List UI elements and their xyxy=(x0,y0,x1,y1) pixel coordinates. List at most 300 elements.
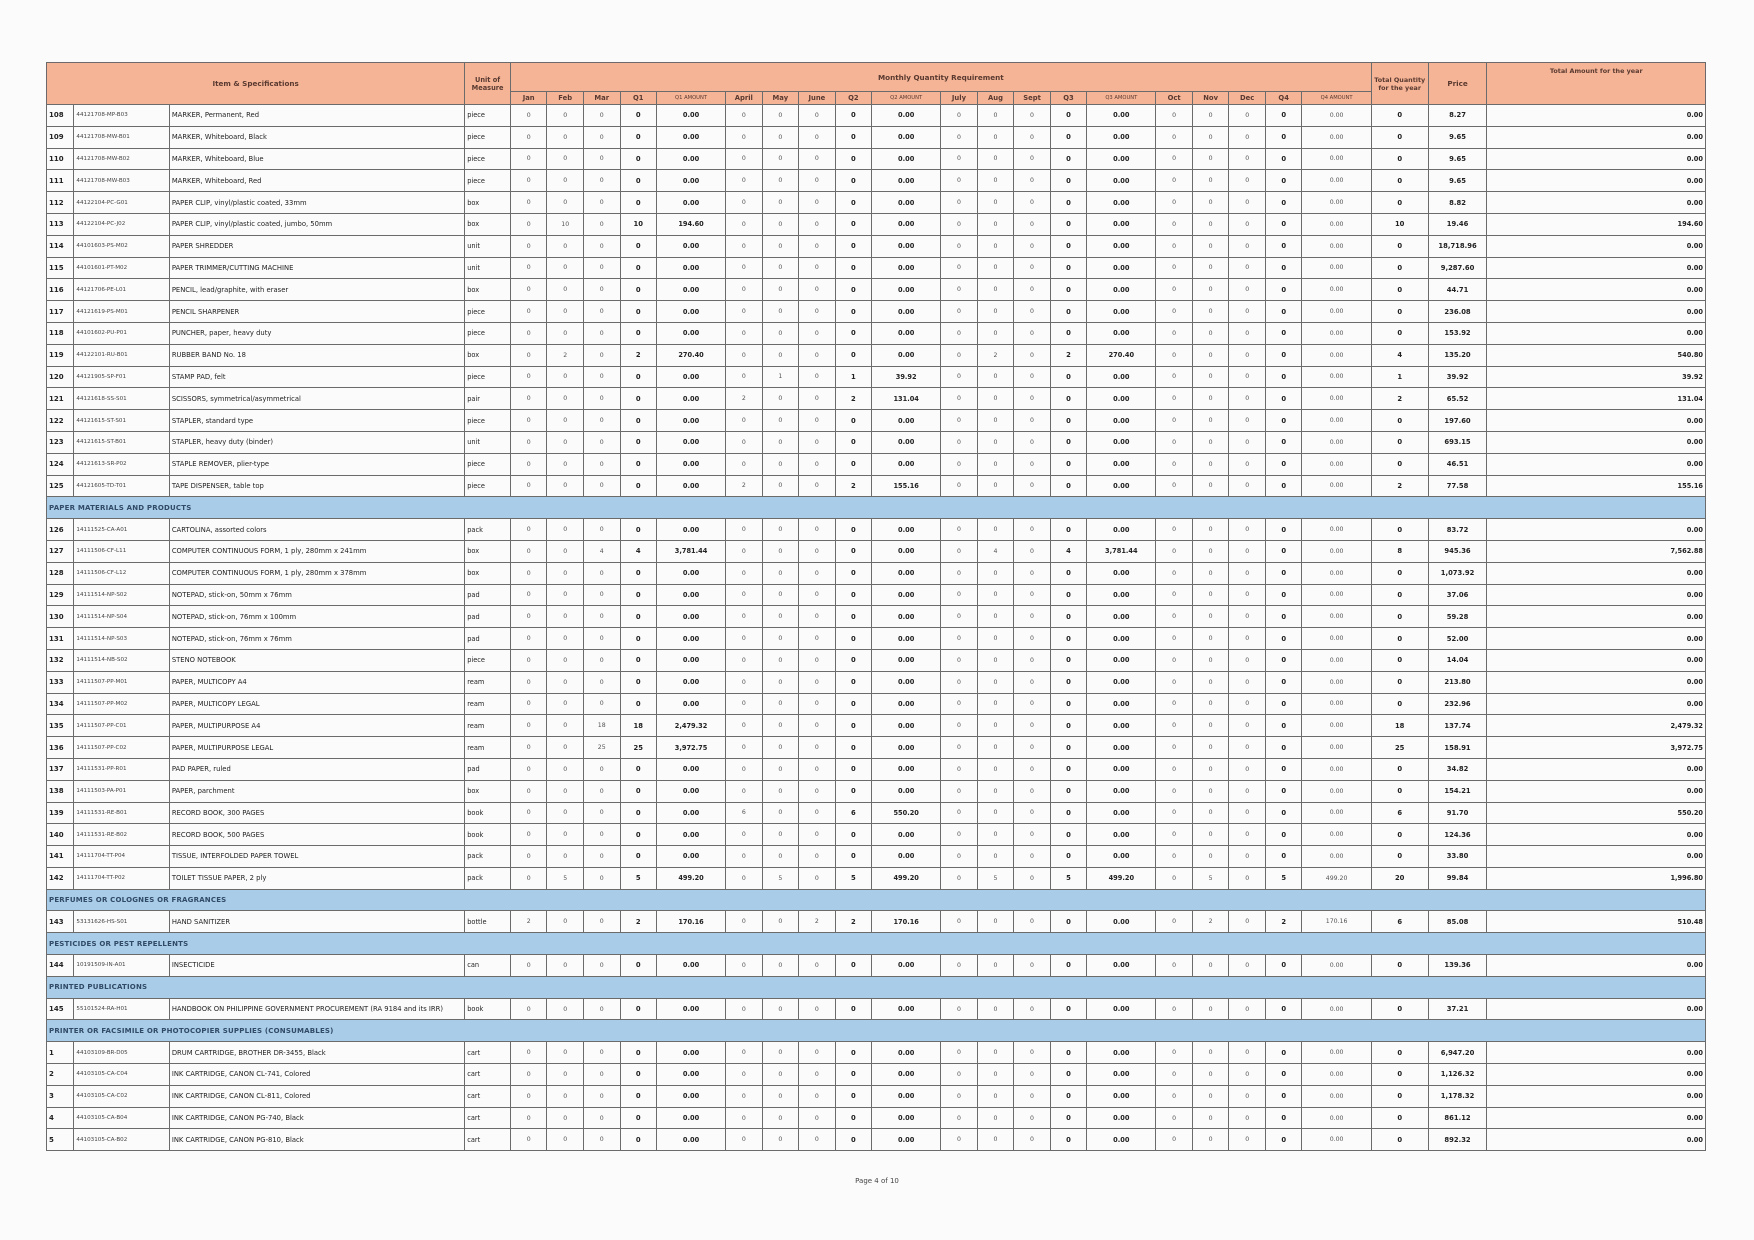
unit-price: 6,947.20 xyxy=(1428,1042,1487,1064)
quarter-qty: 0 xyxy=(1050,802,1087,824)
month-qty: 0 xyxy=(726,780,763,802)
quarter-qty: 0 xyxy=(1050,1042,1087,1064)
month-qty: 0 xyxy=(1014,562,1051,584)
month-qty: 0 xyxy=(1192,475,1229,497)
quarter-amount: 0.00 xyxy=(1087,1107,1156,1129)
month-qty: 0 xyxy=(510,1129,547,1151)
month-header: April xyxy=(726,92,763,105)
total-amount: 0.00 xyxy=(1487,105,1706,127)
month-qty: 0 xyxy=(547,628,584,650)
total-amount: 0.00 xyxy=(1487,301,1706,323)
month-qty: 0 xyxy=(1156,105,1193,127)
quarter-qty: 0 xyxy=(835,1107,872,1129)
item-description: RUBBER BAND No. 18 xyxy=(169,344,464,366)
total-amount: 0.00 xyxy=(1487,824,1706,846)
month-qty: 0 xyxy=(726,170,763,192)
month-qty: 0 xyxy=(583,846,620,868)
quarter-qty: 0 xyxy=(1265,1064,1302,1086)
quarter-amount: 0.00 xyxy=(872,519,941,541)
quarter-amount: 0.00 xyxy=(657,170,726,192)
month-qty: 0 xyxy=(583,911,620,933)
month-header: Q2 xyxy=(835,92,872,105)
total-amount: 0.00 xyxy=(1487,606,1706,628)
quarter-amount: 0.00 xyxy=(872,758,941,780)
item-code: 14111704-TT-P02 xyxy=(74,867,169,889)
month-qty: 0 xyxy=(941,366,978,388)
quarter-amount: 0.00 xyxy=(657,824,726,846)
item-code: 44101603-PS-M02 xyxy=(74,235,169,257)
month-qty: 0 xyxy=(1192,584,1229,606)
month-qty: 0 xyxy=(762,388,799,410)
category-row xyxy=(47,889,1706,911)
quarter-qty: 0 xyxy=(620,148,657,170)
unit-price: 46.51 xyxy=(1428,453,1487,475)
quarter-qty: 2 xyxy=(1050,344,1087,366)
quarter-amount: 0.00 xyxy=(1302,322,1371,344)
quarter-amount: 0.00 xyxy=(872,213,941,235)
quarter-amount: 499.20 xyxy=(1302,867,1371,889)
quarter-amount: 0.00 xyxy=(872,148,941,170)
quarter-amount: 0.00 xyxy=(657,192,726,214)
table-row xyxy=(47,170,1706,192)
quarter-qty: 0 xyxy=(835,1042,872,1064)
month-qty: 0 xyxy=(762,279,799,301)
month-qty: 0 xyxy=(1229,192,1266,214)
month-qty: 0 xyxy=(799,780,836,802)
item-description: STENO NOTEBOOK xyxy=(169,649,464,671)
unit-of-measure: piece xyxy=(465,410,511,432)
month-qty: 0 xyxy=(1192,301,1229,323)
total-amount: 550.20 xyxy=(1487,802,1706,824)
unit-of-measure: ream xyxy=(465,737,511,759)
item-description: MARKER, Whiteboard, Blue xyxy=(169,148,464,170)
quarter-amount: 0.00 xyxy=(872,1129,941,1151)
quarter-amount: 0.00 xyxy=(1302,257,1371,279)
quarter-amount: 0.00 xyxy=(1087,257,1156,279)
item-description: HAND SANITIZER xyxy=(169,911,464,933)
item-description: MARKER, Permanent, Red xyxy=(169,105,464,127)
quarter-amount: 0.00 xyxy=(1087,628,1156,650)
month-qty: 0 xyxy=(1229,388,1266,410)
item-description: PENCIL, lead/graphite, with eraser xyxy=(169,279,464,301)
month-qty: 0 xyxy=(1229,562,1266,584)
month-qty: 0 xyxy=(762,802,799,824)
month-qty: 0 xyxy=(799,1064,836,1086)
quarter-qty: 0 xyxy=(1050,671,1087,693)
month-qty: 0 xyxy=(510,955,547,977)
quarter-qty: 0 xyxy=(835,235,872,257)
month-qty: 0 xyxy=(762,628,799,650)
total-amount: 0.00 xyxy=(1487,1085,1706,1107)
month-qty: 0 xyxy=(726,322,763,344)
item-code: 53131626-HS-S01 xyxy=(74,911,169,933)
month-qty: 0 xyxy=(762,911,799,933)
quarter-qty: 0 xyxy=(835,301,872,323)
unit-price: 139.36 xyxy=(1428,955,1487,977)
month-qty: 0 xyxy=(1156,279,1193,301)
month-header: Q1 AMOUNT xyxy=(657,92,726,105)
unit-price: 124.36 xyxy=(1428,824,1487,846)
quarter-amount: 550.20 xyxy=(872,802,941,824)
month-qty: 0 xyxy=(762,431,799,453)
item-number: 117 xyxy=(47,301,74,323)
total-quantity: 6 xyxy=(1371,802,1428,824)
item-number: 129 xyxy=(47,584,74,606)
month-qty: 0 xyxy=(1192,998,1229,1020)
unit-price: 33.80 xyxy=(1428,846,1487,868)
quarter-qty: 0 xyxy=(620,192,657,214)
month-qty: 0 xyxy=(762,235,799,257)
table-row xyxy=(47,1042,1706,1064)
quarter-amount: 0.00 xyxy=(657,780,726,802)
unit-price: 197.60 xyxy=(1428,410,1487,432)
month-qty: 0 xyxy=(799,1129,836,1151)
total-quantity: 0 xyxy=(1371,955,1428,977)
quarter-qty: 0 xyxy=(1050,366,1087,388)
table-row xyxy=(47,257,1706,279)
quarter-qty: 0 xyxy=(1050,453,1087,475)
total-amount: 0.00 xyxy=(1487,671,1706,693)
month-qty: 0 xyxy=(510,584,547,606)
item-number: 123 xyxy=(47,431,74,453)
category-label: PRINTED PUBLICATIONS xyxy=(47,976,1706,998)
quarter-qty: 0 xyxy=(1265,1042,1302,1064)
unit-price: 1,073.92 xyxy=(1428,562,1487,584)
table-row xyxy=(47,1085,1706,1107)
total-quantity: 0 xyxy=(1371,758,1428,780)
price-header: Price xyxy=(1428,63,1487,105)
total-amount: 1,996.80 xyxy=(1487,867,1706,889)
quarter-amount: 0.00 xyxy=(1302,431,1371,453)
month-qty: 0 xyxy=(799,410,836,432)
month-qty: 0 xyxy=(1156,780,1193,802)
total-amount: 0.00 xyxy=(1487,780,1706,802)
item-number: 5 xyxy=(47,1129,74,1151)
quarter-amount: 0.00 xyxy=(872,126,941,148)
quarter-qty: 0 xyxy=(1265,846,1302,868)
quarter-amount: 0.00 xyxy=(1087,758,1156,780)
month-qty: 0 xyxy=(726,758,763,780)
quarter-amount: 0.00 xyxy=(872,671,941,693)
month-qty: 0 xyxy=(941,148,978,170)
total-quantity: 8 xyxy=(1371,540,1428,562)
total-amount: 7,562.88 xyxy=(1487,540,1706,562)
item-description: NOTEPAD, stick-on, 76mm x 76mm xyxy=(169,628,464,650)
quarter-amount: 3,781.44 xyxy=(1087,540,1156,562)
month-qty: 0 xyxy=(547,301,584,323)
quarter-amount: 0.00 xyxy=(1302,606,1371,628)
month-qty: 0 xyxy=(762,1064,799,1086)
quarter-amount: 0.00 xyxy=(657,1129,726,1151)
quarter-amount: 0.00 xyxy=(657,519,726,541)
unit-of-measure: pad xyxy=(465,584,511,606)
unit-of-measure: box xyxy=(465,562,511,584)
quarter-amount: 0.00 xyxy=(1302,628,1371,650)
quarter-amount: 0.00 xyxy=(1302,1064,1371,1086)
month-qty: 0 xyxy=(799,453,836,475)
item-description: PAPER CLIP, vinyl/plastic coated, 33mm xyxy=(169,192,464,214)
quarter-amount: 0.00 xyxy=(1302,1085,1371,1107)
quarter-qty: 0 xyxy=(1265,366,1302,388)
month-header: Jan xyxy=(510,92,547,105)
month-qty: 0 xyxy=(726,366,763,388)
quarter-qty: 0 xyxy=(620,693,657,715)
quarter-qty: 0 xyxy=(1050,824,1087,846)
total-quantity: 0 xyxy=(1371,693,1428,715)
month-qty: 0 xyxy=(1229,628,1266,650)
item-code: 55101524-RA-H01 xyxy=(74,998,169,1020)
month-qty: 0 xyxy=(1156,235,1193,257)
unit-price: 213.80 xyxy=(1428,671,1487,693)
month-qty: 0 xyxy=(1156,344,1193,366)
item-code: 44121605-TD-T01 xyxy=(74,475,169,497)
month-qty: 0 xyxy=(583,1085,620,1107)
month-qty: 0 xyxy=(1156,955,1193,977)
month-qty: 0 xyxy=(977,780,1014,802)
month-qty: 0 xyxy=(1192,737,1229,759)
month-qty: 0 xyxy=(1229,126,1266,148)
quarter-qty: 0 xyxy=(1050,846,1087,868)
unit-of-measure: piece xyxy=(465,366,511,388)
month-qty: 0 xyxy=(1192,453,1229,475)
unit-of-measure: piece xyxy=(465,322,511,344)
month-qty: 0 xyxy=(1014,1064,1051,1086)
month-qty: 0 xyxy=(726,257,763,279)
month-qty: 0 xyxy=(726,453,763,475)
quarter-amount: 0.00 xyxy=(872,715,941,737)
month-qty: 0 xyxy=(941,737,978,759)
quarter-amount: 0.00 xyxy=(1087,737,1156,759)
total-amount: 0.00 xyxy=(1487,955,1706,977)
item-description: PAPER SHREDDER xyxy=(169,235,464,257)
monthly-header: Monthly Quantity Requirement xyxy=(510,63,1371,92)
quarter-amount: 0.00 xyxy=(657,322,726,344)
table-row xyxy=(47,105,1706,127)
month-qty: 0 xyxy=(977,192,1014,214)
total-quantity: 0 xyxy=(1371,584,1428,606)
month-qty: 0 xyxy=(762,453,799,475)
month-qty: 0 xyxy=(762,562,799,584)
quarter-qty: 5 xyxy=(1050,867,1087,889)
month-qty: 0 xyxy=(1014,344,1051,366)
month-qty: 0 xyxy=(799,366,836,388)
month-qty: 0 xyxy=(799,322,836,344)
quarter-qty: 0 xyxy=(620,279,657,301)
quarter-qty: 0 xyxy=(620,366,657,388)
quarter-amount: 0.00 xyxy=(657,584,726,606)
month-qty: 0 xyxy=(726,301,763,323)
month-qty: 0 xyxy=(1192,693,1229,715)
total-quantity: 0 xyxy=(1371,431,1428,453)
quarter-amount: 270.40 xyxy=(657,344,726,366)
quarter-qty: 0 xyxy=(1265,584,1302,606)
quarter-qty: 0 xyxy=(1050,628,1087,650)
month-qty: 0 xyxy=(726,649,763,671)
item-code: 44103105-CA-B02 xyxy=(74,1129,169,1151)
month-qty: 0 xyxy=(510,322,547,344)
month-qty: 0 xyxy=(583,998,620,1020)
table-row xyxy=(47,802,1706,824)
month-qty: 0 xyxy=(1192,758,1229,780)
month-qty: 0 xyxy=(1156,737,1193,759)
month-qty: 0 xyxy=(1014,846,1051,868)
month-qty: 0 xyxy=(726,213,763,235)
month-qty: 0 xyxy=(941,628,978,650)
item-description: RECORD BOOK, 300 PAGES xyxy=(169,802,464,824)
quarter-qty: 0 xyxy=(1265,257,1302,279)
quarter-qty: 0 xyxy=(620,410,657,432)
month-qty: 0 xyxy=(1229,105,1266,127)
month-qty: 0 xyxy=(1014,366,1051,388)
month-qty: 0 xyxy=(762,192,799,214)
month-qty: 0 xyxy=(510,802,547,824)
month-qty: 0 xyxy=(941,410,978,432)
month-qty: 0 xyxy=(510,540,547,562)
month-qty: 0 xyxy=(583,388,620,410)
item-description: COMPUTER CONTINUOUS FORM, 1 ply, 280mm x 241mm xyxy=(169,540,464,562)
quarter-amount: 0.00 xyxy=(1302,737,1371,759)
month-qty: 0 xyxy=(583,148,620,170)
month-qty: 0 xyxy=(1229,453,1266,475)
unit-of-measure: cart xyxy=(465,1042,511,1064)
month-qty: 0 xyxy=(1014,540,1051,562)
month-qty: 0 xyxy=(1229,715,1266,737)
month-qty: 0 xyxy=(799,148,836,170)
quarter-amount: 0.00 xyxy=(872,846,941,868)
month-qty: 0 xyxy=(1229,671,1266,693)
item-description: TOILET TISSUE PAPER, 2 ply xyxy=(169,867,464,889)
month-qty: 0 xyxy=(1014,388,1051,410)
quarter-qty: 0 xyxy=(1265,126,1302,148)
month-qty: 0 xyxy=(726,431,763,453)
quarter-qty: 0 xyxy=(1265,148,1302,170)
total-quantity: 0 xyxy=(1371,606,1428,628)
month-qty: 0 xyxy=(1229,867,1266,889)
month-qty: 0 xyxy=(762,148,799,170)
table-row xyxy=(47,955,1706,977)
month-qty: 0 xyxy=(1156,606,1193,628)
item-description: PAPER, MULTICOPY A4 xyxy=(169,671,464,693)
month-qty: 0 xyxy=(1192,715,1229,737)
item-description: HANDBOOK ON PHILIPPINE GOVERNMENT PROCUREMENT (RA 9184 and its IRR) xyxy=(169,998,464,1020)
quarter-qty: 0 xyxy=(620,628,657,650)
unit-price: 1,178.32 xyxy=(1428,1085,1487,1107)
month-qty: 0 xyxy=(547,192,584,214)
month-qty: 0 xyxy=(583,802,620,824)
quarter-qty: 0 xyxy=(1265,322,1302,344)
table-row xyxy=(47,846,1706,868)
month-qty: 0 xyxy=(583,192,620,214)
item-description: INSECTICIDE xyxy=(169,955,464,977)
month-qty: 0 xyxy=(799,1085,836,1107)
item-code: 14111531-RE-B01 xyxy=(74,802,169,824)
quarter-amount: 0.00 xyxy=(657,758,726,780)
item-number: 109 xyxy=(47,126,74,148)
quarter-qty: 0 xyxy=(835,344,872,366)
month-qty: 0 xyxy=(977,366,1014,388)
month-qty: 0 xyxy=(1192,126,1229,148)
month-qty: 0 xyxy=(1192,105,1229,127)
month-qty: 0 xyxy=(977,410,1014,432)
month-header: Feb xyxy=(547,92,584,105)
quarter-amount: 0.00 xyxy=(657,235,726,257)
month-qty: 0 xyxy=(799,998,836,1020)
quarter-amount: 39.92 xyxy=(872,366,941,388)
item-code: 44121615-ST-S01 xyxy=(74,410,169,432)
month-qty: 0 xyxy=(1229,606,1266,628)
quarter-amount: 0.00 xyxy=(1087,322,1156,344)
quarter-amount: 0.00 xyxy=(872,1064,941,1086)
quarter-qty: 0 xyxy=(620,955,657,977)
month-qty: 0 xyxy=(977,1042,1014,1064)
month-qty: 0 xyxy=(547,715,584,737)
unit-of-measure: book xyxy=(465,802,511,824)
month-qty: 0 xyxy=(726,192,763,214)
table-row xyxy=(47,649,1706,671)
month-qty: 0 xyxy=(1229,170,1266,192)
category-row xyxy=(47,497,1706,519)
month-qty: 0 xyxy=(799,693,836,715)
month-qty: 0 xyxy=(1014,584,1051,606)
month-qty: 0 xyxy=(726,628,763,650)
quarter-amount: 0.00 xyxy=(1302,235,1371,257)
quarter-amount: 0.00 xyxy=(657,105,726,127)
month-qty: 0 xyxy=(1014,824,1051,846)
unit-of-measure: pad xyxy=(465,628,511,650)
quarter-amount: 0.00 xyxy=(1302,366,1371,388)
unit-of-measure: piece xyxy=(465,649,511,671)
month-qty: 0 xyxy=(1156,301,1193,323)
unit-of-measure: box xyxy=(465,279,511,301)
month-qty: 0 xyxy=(977,649,1014,671)
quarter-amount: 0.00 xyxy=(657,126,726,148)
month-qty: 0 xyxy=(1156,671,1193,693)
month-qty: 0 xyxy=(1229,758,1266,780)
item-number: 108 xyxy=(47,105,74,127)
month-qty: 0 xyxy=(547,737,584,759)
month-qty: 0 xyxy=(510,366,547,388)
quarter-amount: 0.00 xyxy=(657,562,726,584)
unit-price: 137.74 xyxy=(1428,715,1487,737)
month-qty: 0 xyxy=(583,279,620,301)
quarter-qty: 0 xyxy=(835,1085,872,1107)
month-qty: 0 xyxy=(977,802,1014,824)
quarter-qty: 2 xyxy=(620,344,657,366)
total-amount: 0.00 xyxy=(1487,170,1706,192)
quarter-amount: 0.00 xyxy=(657,1107,726,1129)
quarter-qty: 0 xyxy=(1265,1129,1302,1151)
month-qty: 0 xyxy=(583,301,620,323)
quarter-amount: 2,479.32 xyxy=(657,715,726,737)
quarter-amount: 0.00 xyxy=(657,628,726,650)
month-qty: 0 xyxy=(1192,148,1229,170)
quarter-qty: 0 xyxy=(1050,737,1087,759)
month-qty: 2 xyxy=(977,344,1014,366)
month-qty: 0 xyxy=(1156,1107,1193,1129)
item-number: 121 xyxy=(47,388,74,410)
month-qty: 0 xyxy=(1156,649,1193,671)
category-label: PAPER MATERIALS AND PRODUCTS xyxy=(47,497,1706,519)
item-number: 122 xyxy=(47,410,74,432)
item-number: 139 xyxy=(47,802,74,824)
month-qty: 0 xyxy=(762,758,799,780)
month-qty: 0 xyxy=(547,279,584,301)
month-qty: 0 xyxy=(977,758,1014,780)
item-code: 44121708-MW-B03 xyxy=(74,170,169,192)
quarter-qty: 0 xyxy=(835,846,872,868)
quarter-qty: 0 xyxy=(1265,824,1302,846)
month-qty: 0 xyxy=(1192,431,1229,453)
